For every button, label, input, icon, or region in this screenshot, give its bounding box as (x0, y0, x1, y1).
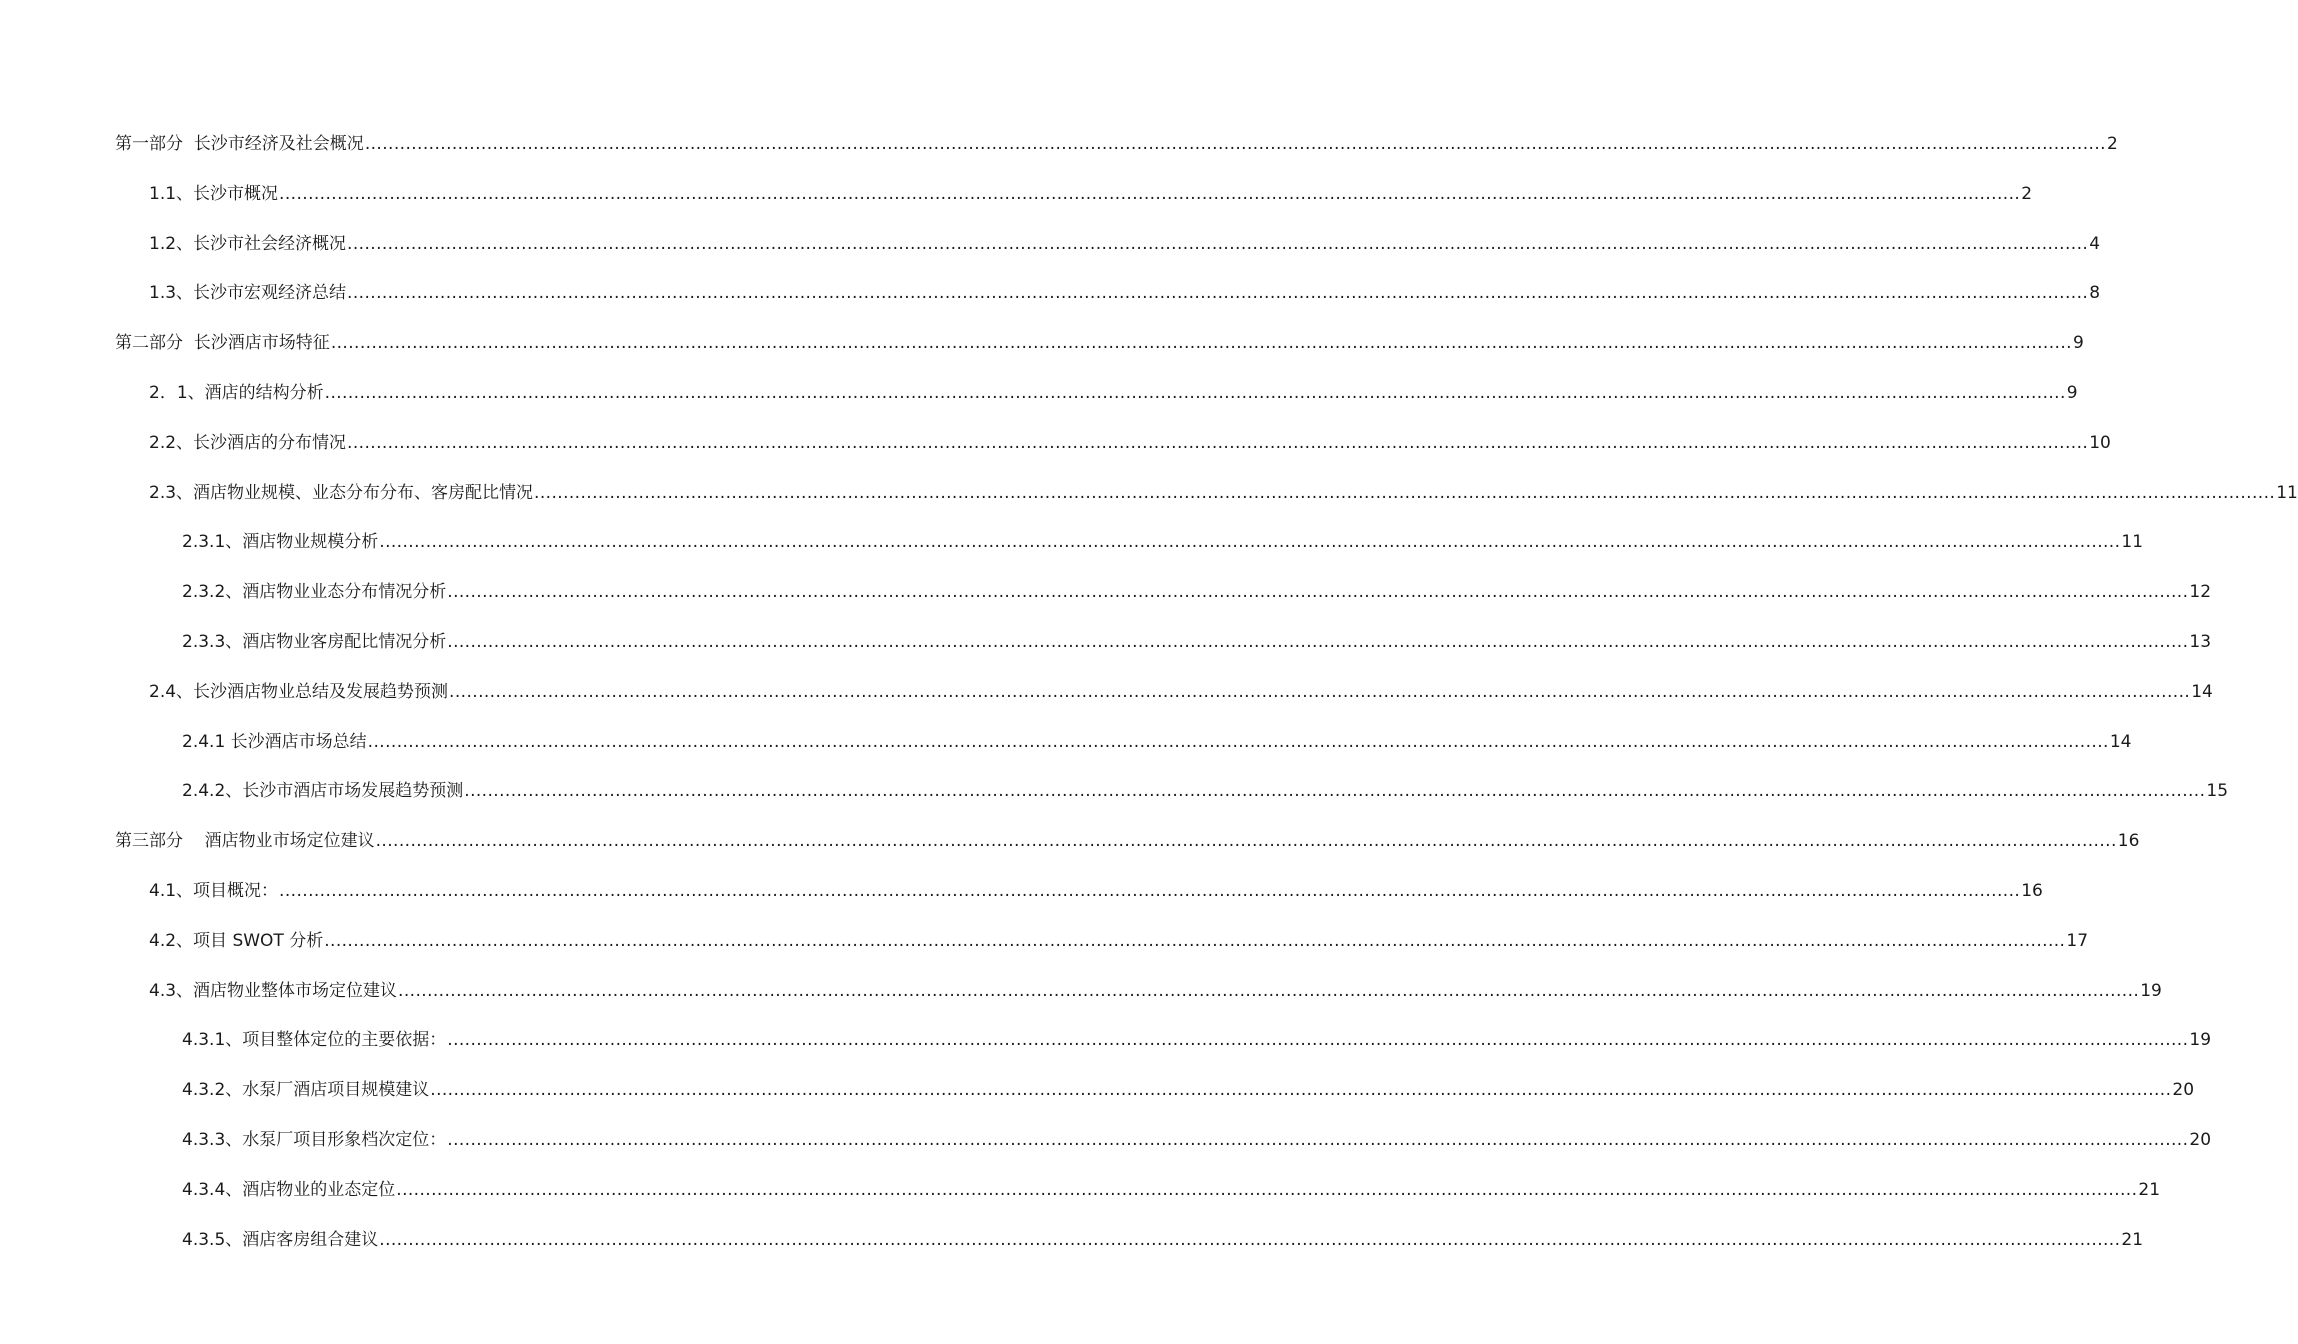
toc-entry[interactable] (0, 718, 2132, 768)
toc-dot-leader: ............................................................................................................................................................................................................................................................................................................ (347, 233, 2089, 254)
toc-dot-leader: ............................................................................................................................................................................................................................................................................................................ (379, 1229, 2121, 1250)
toc-entry-title: 4.3.2、水泵厂酒店项目规模建议 (182, 1080, 430, 1101)
toc-dot-leader: ............................................................................................................................................................................................................................................................................................................ (447, 631, 2189, 652)
toc-entry-page-number: 2 (2021, 183, 2033, 204)
toc-entry-line (182, 580, 2212, 604)
toc-entry[interactable] (0, 120, 2118, 170)
toc-entry-title: 第一部分 长沙市经济及社会概况 (115, 134, 364, 154)
toc-entry-page-number: 17 (2066, 930, 2089, 951)
toc-entry-title: 4.3、酒店物业整体市场定位建议 (149, 980, 398, 1001)
toc-entry-page-number: 15 (2206, 781, 2229, 802)
toc-entry-line (149, 680, 2213, 704)
toc-entry-title: 2.3.2、酒店物业业态分布情况分析 (182, 582, 447, 603)
toc-dot-leader: ............................................................................................................................................................................................................................................................................................................ (324, 382, 2066, 403)
toc-entry[interactable] (0, 170, 2033, 220)
toc-entry-title: 4.1、项目概况： (149, 880, 279, 901)
toc-dot-leader: ............................................................................................................................................................................................................................................................................................................ (379, 532, 2121, 553)
toc-entry[interactable] (0, 967, 2162, 1017)
toc-dot-leader: ............................................................................................................................................................................................................................................................................................................ (279, 880, 2021, 901)
toc-entry-title: 4.2、项目 SWOT 分析 (149, 930, 324, 951)
toc-entry-title: 2.3.3、酒店物业客房配比情况分析 (182, 631, 447, 652)
toc-entry-line (182, 630, 2212, 654)
toc-entry-page-number: 9 (2066, 382, 2078, 403)
toc-entry-title: 2.2、长沙酒店的分布情况 (149, 432, 347, 453)
toc-entry-title: 1.2、长沙市社会经济概况 (149, 233, 347, 254)
toc-dot-leader: ............................................................................................................................................................................................................................................................................................................ (324, 930, 2066, 951)
toc-entry[interactable] (0, 1066, 2195, 1116)
toc-entry-title: 2.4.1 长沙酒店市场总结 (182, 731, 367, 752)
toc-dot-leader: ............................................................................................................................................................................................................................................................................................................ (347, 432, 2089, 453)
toc-dot-leader: ............................................................................................................................................................................................................................................................................................................ (396, 1179, 2138, 1200)
toc-entry-line (149, 879, 2043, 903)
toc-dot-leader: ............................................................................................................................................................................................................................................................................................................ (279, 183, 2021, 204)
toc-entry-line (149, 979, 2162, 1003)
toc-entry-page-number: 10 (2089, 432, 2111, 453)
toc-entry-line (149, 481, 2298, 505)
toc-entry-page-number: 9 (2072, 333, 2084, 354)
toc-entry-title: 2.4.2、长沙市酒店市场发展趋势预测 (182, 781, 464, 802)
toc-entry[interactable] (0, 867, 2043, 917)
toc-entry-title: 第二部分 长沙酒店市场特征 (115, 333, 330, 354)
toc-entry-page-number: 12 (2189, 582, 2212, 603)
toc-entry-title: 1.3、长沙市宏观经济总结 (149, 283, 347, 304)
toc-entry-line (182, 1128, 2212, 1152)
toc-entry-line (149, 381, 2078, 405)
toc-entry-page-number: 14 (2109, 731, 2132, 752)
toc-entry-page-number: 4 (2089, 233, 2101, 254)
toc-entry-page-number: 21 (2121, 1229, 2144, 1250)
toc-entry-page-number: 8 (2089, 283, 2101, 304)
toc-entry[interactable] (0, 618, 2212, 668)
toc-entry[interactable] (0, 269, 2101, 319)
toc-entry[interactable] (0, 1016, 2212, 1066)
toc-entry-page-number: 13 (2189, 631, 2212, 652)
toc-entry[interactable] (0, 1166, 2161, 1216)
toc-dot-leader: ............................................................................................................................................................................................................................................................................................................ (375, 831, 2117, 852)
toc-dot-leader: ............................................................................................................................................................................................................................................................................................................ (449, 681, 2191, 702)
toc-entry-title: 1.1、长沙市概况 (149, 183, 279, 204)
toc-entry-line (149, 232, 2101, 256)
toc-entry-page-number: 11 (2121, 532, 2144, 553)
toc-entry-page-number: 14 (2191, 681, 2213, 702)
toc-dot-leader: ............................................................................................................................................................................................................................................................................................................ (464, 781, 2206, 802)
toc-entry-page-number: 11 (2276, 482, 2298, 503)
toc-entry-title: 4.3.3、水泵厂项目形象档次定位： (182, 1129, 447, 1150)
toc-entry[interactable] (0, 419, 2111, 469)
toc-entry-line (149, 929, 2089, 953)
toc-dot-leader: ............................................................................................................................................................................................................................................................................................................ (447, 1030, 2189, 1051)
toc-entry[interactable] (0, 668, 2213, 718)
toc-entry-title: 2.4、长沙酒店物业总结及发展趋势预测 (149, 681, 449, 702)
toc-entry-page-number: 16 (2021, 880, 2043, 901)
toc-entry-title: 2.3.1、酒店物业规模分析 (182, 532, 379, 553)
toc-entry-title: 4.3.5、酒店客房组合建议 (182, 1229, 379, 1250)
toc-entry[interactable] (0, 220, 2101, 270)
toc-entry-line (182, 1078, 2195, 1102)
toc-entry[interactable] (0, 917, 2089, 967)
toc-entry-line (115, 132, 2118, 156)
toc-entry-title: 2．1、酒店的结构分析 (149, 382, 324, 403)
toc-entry-line (182, 779, 2229, 803)
toc-entry-page-number: 2 (2106, 134, 2118, 154)
toc-entry[interactable] (0, 1116, 2212, 1166)
toc-dot-leader: ............................................................................................................................................................................................................................................................................................................ (430, 1080, 2172, 1101)
toc-entry-page-number: 20 (2189, 1129, 2212, 1150)
table-of-contents (0, 120, 2298, 1265)
toc-dot-leader: ............................................................................................................................................................................................................................................................................................................ (347, 283, 2089, 304)
toc-entry-line (149, 431, 2111, 455)
toc-entry-line (182, 730, 2132, 754)
toc-dot-leader: ............................................................................................................................................................................................................................................................................................................ (398, 980, 2140, 1001)
toc-dot-leader: ............................................................................................................................................................................................................................................................................................................ (364, 134, 2106, 154)
toc-entry-title: 2.3、酒店物业规模、业态分布分布、客房配比情况 (149, 482, 534, 503)
toc-entry[interactable] (0, 1216, 2144, 1266)
toc-entry-line (149, 182, 2033, 206)
toc-entry-line (182, 1228, 2144, 1252)
toc-entry-title: 4.3.1、项目整体定位的主要依据： (182, 1030, 447, 1051)
toc-entry-line (182, 1028, 2212, 1052)
toc-dot-leader: ............................................................................................................................................................................................................................................................................................................ (330, 333, 2072, 354)
toc-entry[interactable] (0, 518, 2144, 568)
toc-dot-leader: ............................................................................................................................................................................................................................................................................................................ (534, 482, 2276, 503)
toc-entry[interactable] (0, 767, 2229, 817)
toc-entry-line (115, 829, 2140, 853)
toc-dot-leader: ............................................................................................................................................................................................................................................................................................................ (447, 1129, 2189, 1150)
toc-dot-leader: ............................................................................................................................................................................................................................................................................................................ (447, 582, 2189, 603)
toc-entry[interactable] (0, 568, 2212, 618)
toc-entry[interactable] (0, 319, 2084, 369)
toc-entry-line (182, 530, 2144, 554)
toc-entry-line (149, 281, 2101, 305)
toc-entry-title: 4.3.4、酒店物业的业态定位 (182, 1179, 396, 1200)
toc-entry-title: 第三部分 酒店物业市场定位建议 (115, 831, 375, 852)
toc-entry-page-number: 19 (2140, 980, 2162, 1001)
toc-entry[interactable] (0, 369, 2078, 419)
toc-entry-line (182, 1178, 2161, 1202)
toc-dot-leader: ............................................................................................................................................................................................................................................................................................................ (367, 731, 2109, 752)
toc-entry-page-number: 20 (2172, 1080, 2195, 1101)
toc-entry-page-number: 19 (2189, 1030, 2212, 1051)
toc-entry-line (115, 331, 2084, 355)
toc-entry-page-number: 21 (2138, 1179, 2161, 1200)
toc-entry-page-number: 16 (2117, 831, 2140, 852)
toc-entry[interactable] (0, 469, 2298, 519)
toc-entry[interactable] (0, 817, 2140, 867)
